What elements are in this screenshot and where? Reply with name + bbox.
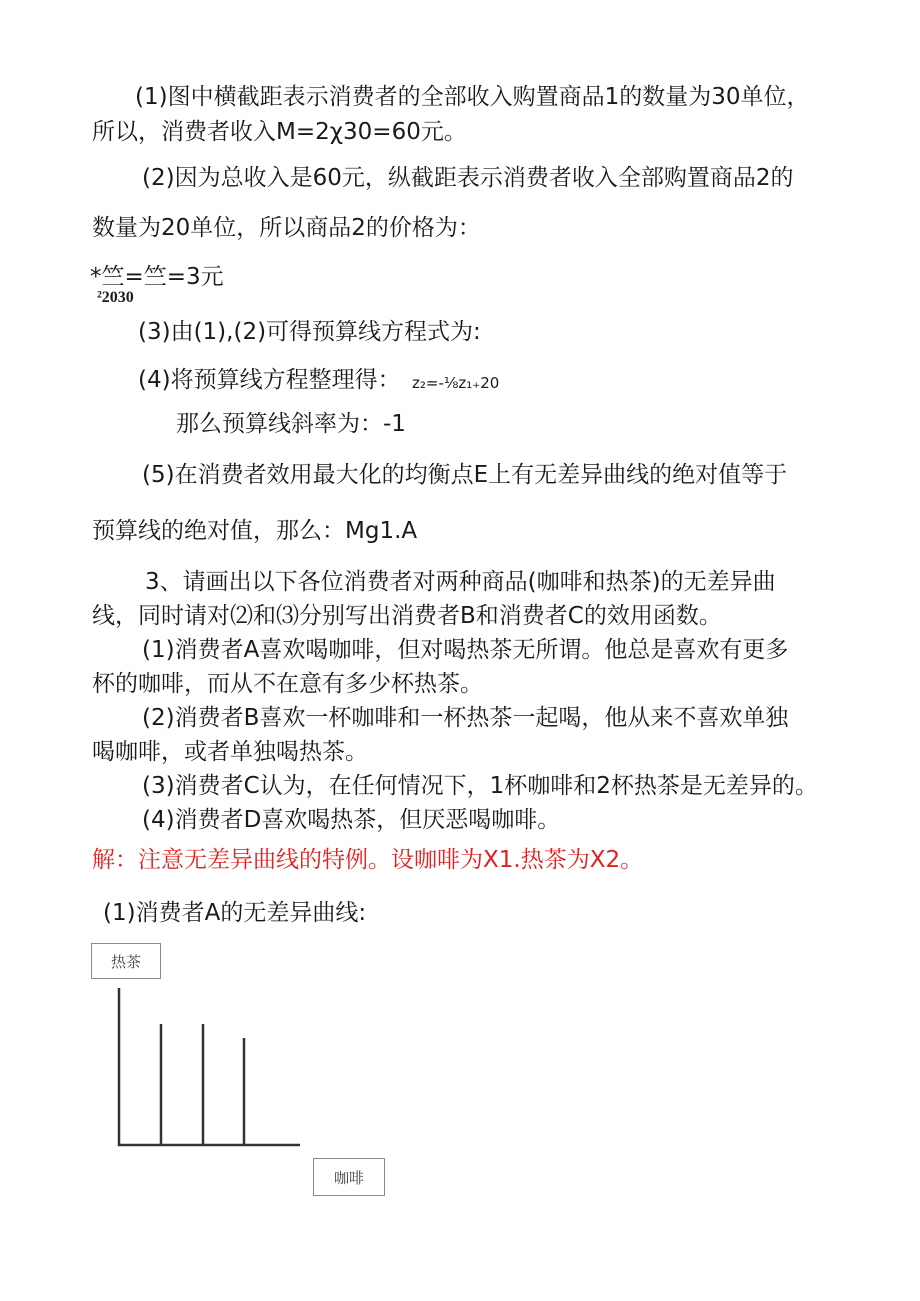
para-1a: (1)图中横截距表示消费者的全部收入购置商品1的数量为30单位， [135,84,810,110]
question-b2: 喝咖啡，或者单独喝热茶。 [92,739,368,765]
formula: *竺=竺=3元 [90,264,224,290]
question-3a: 3、请画出以下各位消费者对两种商品(咖啡和热茶)的无差异曲 [145,569,776,595]
para-5b: 预算线的绝对值，那么：Mg1.A [92,518,418,544]
para-3: (3)由(1),(2)可得预算线方程式为: [138,319,481,345]
slope-line: 那么预算线斜率为：-1 [176,411,406,437]
question-c: (3)消费者C认为，在任何情况下，1杯咖啡和2杯热茶是无差异的。 [142,773,818,799]
para-2a: (2)因为总收入是60元，纵截距表示消费者收入全部购置商品2的 [142,165,794,191]
para-1b: 所以，消费者收入M=2χ30=60元。 [92,119,467,145]
answer-note: 解：注意无差异曲线的特例。设咖啡为X1.热茶为X2。 [92,847,644,873]
x-axis-label: 咖啡 [313,1158,385,1196]
para-2b: 数量为20单位，所以商品2的价格为： [92,215,481,241]
para-5a: (5)在消费者效用最大化的均衡点E上有无差异曲线的绝对值等于 [142,462,788,488]
question-d: (4)消费者D喜欢喝热茶，但厌恶喝咖啡。 [142,807,561,833]
para-4-label: (4)将预算线方程整理得： [138,367,401,393]
formula-sub: ²2030 [97,289,134,306]
question-a1: (1)消费者A喜欢喝咖啡，但对喝热茶无所谓。他总是喜欢有更多 [142,637,789,663]
para-4-equation: z₂=-⅛z₁₊20 [412,374,500,392]
question-3b: 线，同时请对⑵和⑶分别写出消费者B和消费者C的效用函数。 [92,603,722,629]
question-b1: (2)消费者B喜欢一杯咖啡和一杯热茶一起喝，他从来不喜欢单独 [142,705,789,731]
y-axis-label: 热茶 [91,943,161,979]
question-a2: 杯的咖啡，而从不在意有多少杯热茶。 [92,671,483,697]
figure-title: (1)消费者A的无差异曲线: [103,900,367,926]
